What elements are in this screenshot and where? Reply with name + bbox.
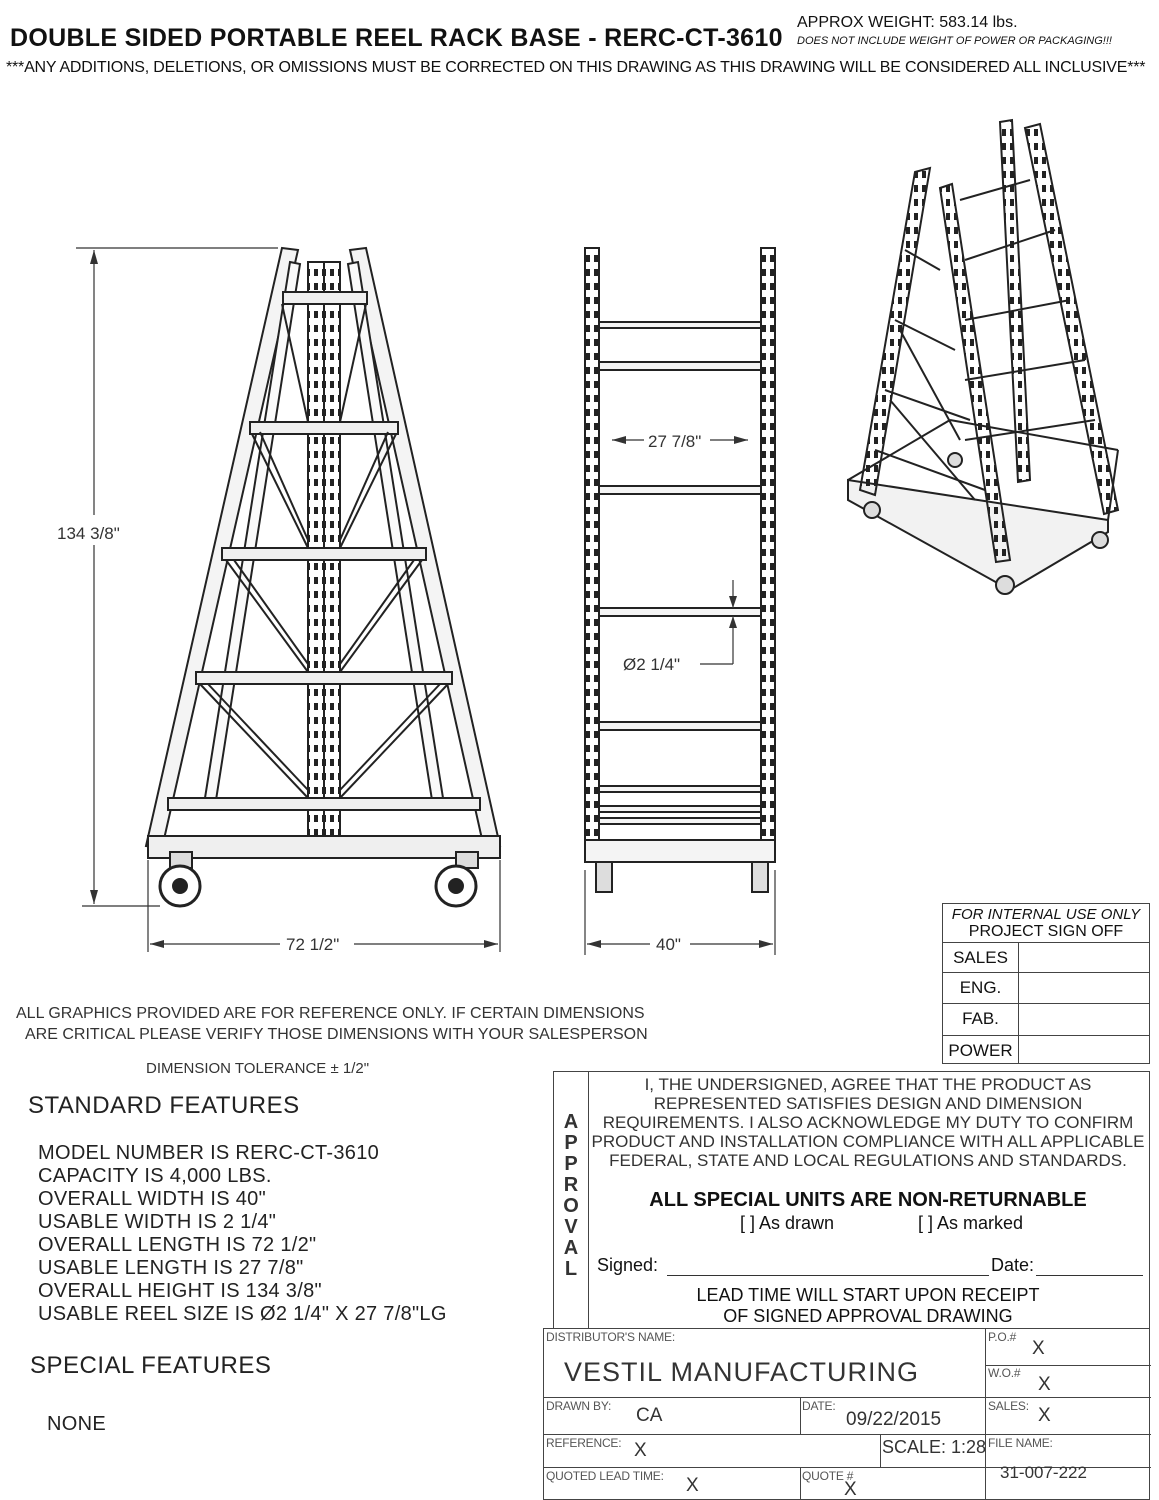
feature-item: MODEL NUMBER IS RERC-CT-3610 xyxy=(38,1142,380,1164)
signoff-row-fab[interactable]: FAB. xyxy=(943,1003,1149,1035)
signoff-row-sales[interactable]: SALES xyxy=(943,942,1149,972)
approval-side-label: A P P R O V A L xyxy=(563,1111,579,1280)
special-features-heading: SPECIAL FEATURES xyxy=(30,1352,272,1379)
non-returnable-notice: ALL SPECIAL UNITS ARE NON-RETURNABLE xyxy=(649,1189,1087,1211)
approval-block xyxy=(553,1071,1150,1328)
special-features-value: NONE xyxy=(47,1413,106,1435)
signature-line[interactable] xyxy=(667,1275,989,1276)
wo-label: W.O.# xyxy=(988,1366,1021,1380)
usable-length-label: 27 7/8" xyxy=(645,432,704,452)
scale-value: SCALE: 1:28 xyxy=(882,1437,987,1457)
po-value: X xyxy=(1032,1338,1045,1359)
graphics-note-line2: ARE CRITICAL PLEASE VERIFY THOSE DIMENSIONS WITH YOUR SALESPERSON xyxy=(25,1026,648,1043)
signed-label: Signed: xyxy=(597,1255,659,1275)
approx-weight: APPROX WEIGHT: 583.14 lbs. xyxy=(797,14,1018,31)
date-line[interactable] xyxy=(1036,1275,1143,1276)
length-dimension-label: 72 1/2" xyxy=(283,935,342,955)
feature-item: USABLE LENGTH IS 27 7/8" xyxy=(38,1257,304,1279)
file-name-label: FILE NAME: xyxy=(988,1436,1053,1450)
side-view xyxy=(585,248,775,892)
approval-paragraph: I, THE UNDERSIGNED, AGREE THAT THE PRODUCT AS REPRESENTED SATISFIES DESIGN AND DIMENSION REQUIREMENTS. I ALSO ACKNOWLEDGE MY DUTY TO CONFIRM PRODUCT AND INSTALLATION COMPLIANCE WITH ALL APPLICABLE FEDERAL, STATE AND LOCAL REGULATIONS AND STANDARDS. xyxy=(591,1075,1145,1170)
height-dimension-label: 134 3/8" xyxy=(54,524,123,544)
feature-item: OVERALL LENGTH IS 72 1/2" xyxy=(38,1234,317,1256)
front-view xyxy=(146,248,500,906)
feature-item: OVERALL HEIGHT IS 134 3/8" xyxy=(38,1280,322,1302)
tolerance-note: DIMENSION TOLERANCE ± 1/2" xyxy=(146,1060,370,1077)
signoff-row-eng[interactable]: ENG. xyxy=(943,972,1149,1003)
standard-features-heading: STANDARD FEATURES xyxy=(28,1092,300,1119)
distributor-name: VESTIL MANUFACTURING xyxy=(564,1357,920,1387)
signoff-header-project: PROJECT SIGN OFF xyxy=(968,923,1124,940)
reference-value: X xyxy=(634,1440,647,1461)
signoff-row-power[interactable]: POWER xyxy=(943,1035,1149,1064)
date-field-label: DATE: xyxy=(802,1399,836,1413)
po-label: P.O.# xyxy=(988,1330,1017,1344)
file-name-value: 31-007-222 xyxy=(1000,1463,1087,1482)
feature-item: OVERALL WIDTH IS 40" xyxy=(38,1188,266,1210)
title-block xyxy=(543,1328,1150,1500)
date-label: Date: xyxy=(991,1255,1035,1275)
quote-label: QUOTE # xyxy=(802,1469,854,1483)
diameter-label: Ø2 1/4" xyxy=(620,655,683,675)
quoted-lead-value: X xyxy=(686,1475,699,1496)
signoff-header-internal: FOR INTERNAL USE ONLY xyxy=(951,906,1141,923)
inclusive-warning: ***ANY ADDITIONS, DELETIONS, OR OMISSIONS MUST BE CORRECTED ON THIS DRAWING AS THIS DRAWING WILL BE CONSIDERED ALL INCLUSIVE*** xyxy=(6,59,1146,76)
reference-label: REFERENCE: xyxy=(546,1436,622,1450)
side-dimensions xyxy=(585,436,775,955)
as-marked-checkbox[interactable]: [ ] As marked xyxy=(918,1213,1024,1233)
graphics-note-line1: ALL GRAPHICS PROVIDED ARE FOR REFERENCE ONLY. IF CERTAIN DIMENSIONS xyxy=(16,1005,645,1022)
weight-note: DOES NOT INCLUDE WEIGHT OF POWER OR PACKAGING!!! xyxy=(797,35,1112,47)
standard-features-list xyxy=(38,1142,447,1326)
date-value: 09/22/2015 xyxy=(846,1409,942,1430)
feature-item: CAPACITY IS 4,000 LBS. xyxy=(38,1165,272,1187)
quote-value: X xyxy=(844,1479,857,1500)
lead-time-note: LEAD TIME WILL START UPON RECEIPT OF SIGNED APPROVAL DRAWING xyxy=(696,1285,1040,1326)
as-drawn-checkbox[interactable]: [ ] As drawn xyxy=(740,1213,835,1233)
isometric-view xyxy=(848,120,1118,594)
distributor-label: DISTRIBUTOR'S NAME: xyxy=(546,1330,675,1344)
feature-item: USABLE REEL SIZE IS Ø2 1/4" X 27 7/8"LG xyxy=(38,1303,447,1325)
drawn-by-label: DRAWN BY: xyxy=(546,1399,612,1413)
quoted-lead-label: QUOTED LEAD TIME: xyxy=(546,1469,664,1483)
sales-value: X xyxy=(1038,1405,1051,1426)
feature-item: USABLE WIDTH IS 2 1/4" xyxy=(38,1211,277,1233)
width-dimension-label: 40" xyxy=(653,935,684,955)
project-signoff-table xyxy=(942,903,1150,1064)
drawn-by-value: CA xyxy=(636,1405,663,1426)
sales-label: SALES: xyxy=(988,1399,1029,1413)
drawing-title: DOUBLE SIDED PORTABLE REEL RACK BASE - RERC-CT-3610 xyxy=(10,24,783,52)
wo-value: X xyxy=(1038,1374,1051,1395)
